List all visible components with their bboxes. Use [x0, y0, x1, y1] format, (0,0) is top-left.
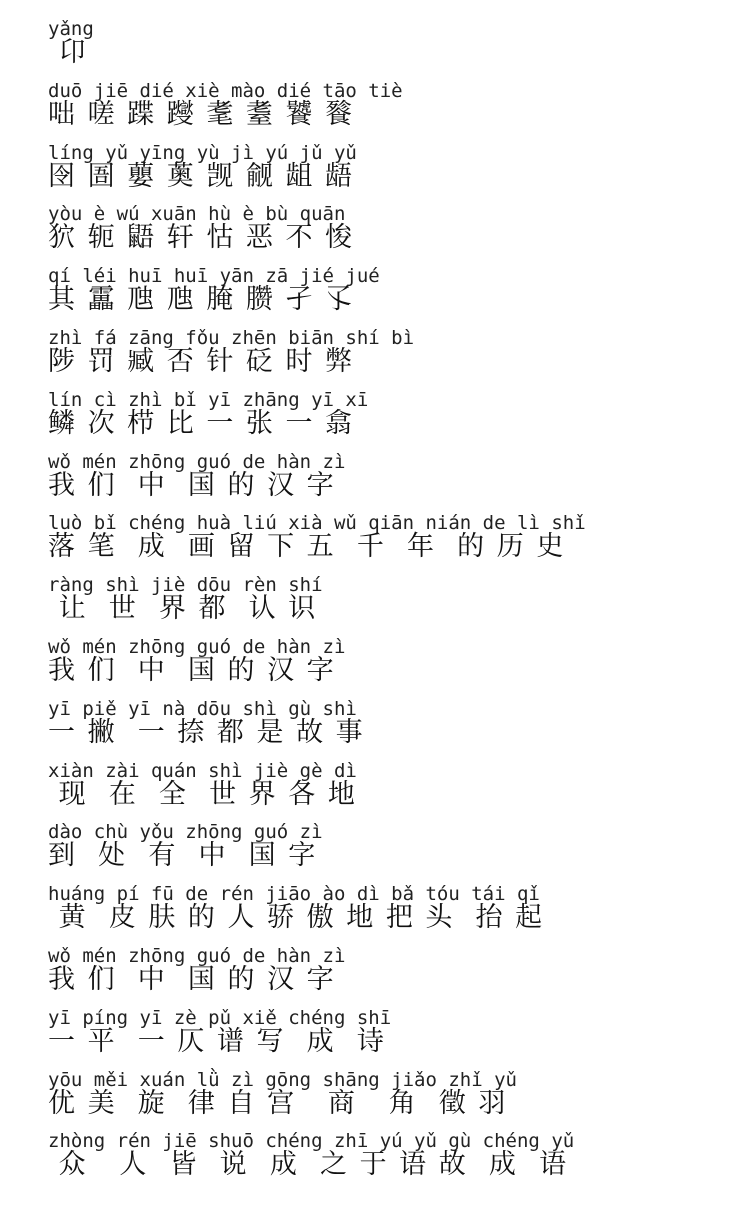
- hanzi-row: 囹 圄 蘡 薁 觊 觎 龃 龉: [48, 160, 355, 192]
- text-line-3: [48, 142, 728, 204]
- pinyin-row: xiàn zài quán shì jiè gè dì: [48, 759, 357, 782]
- hanzi-row: 一 撇 一 捺 都 是 故 事: [48, 716, 365, 748]
- pinyin-row: ràng shì jiè dōu rèn shí: [48, 574, 323, 597]
- hanzi-row: 落 笔 成 画 留 下 五 千 年 的 历 史: [48, 531, 566, 563]
- hanzi-row: 一 平 一 仄 谱 写 成 诗: [48, 1025, 386, 1057]
- text-line-4: [48, 203, 728, 265]
- hanzi-row: 其 靁 虺 虺 腌 臜 孑 孓: [48, 284, 355, 316]
- hanzi-row: 卬: [48, 37, 88, 68]
- hanzi-row: 众 人 皆 说 成 之 于 语 故 成 语: [48, 1149, 569, 1181]
- text-line-6: [48, 327, 728, 389]
- text-line-7: [48, 389, 728, 451]
- pinyin-row: qí léi huī huī yān zā jié jué: [48, 265, 380, 288]
- hanzi-row: 现 在 全 世 界 各 地: [48, 778, 357, 810]
- text-line-16: [48, 945, 728, 1007]
- pinyin-row: yòu è wú xuān hù è bù quān: [48, 203, 346, 226]
- hanzi-row: 我 们 中 国 的 汉 字: [48, 469, 336, 501]
- pinyin-row: zhì fá zāng fǒu zhēn biān shí bì: [48, 326, 415, 349]
- pinyin-row: luò bǐ chéng huà liú xià wǔ qiān nián de lì shǐ: [48, 512, 586, 535]
- pinyin-row: yǎng: [48, 18, 94, 40]
- text-line-10: [48, 574, 728, 636]
- text-line-8: [48, 451, 728, 513]
- hanzi-row: 黄 皮 肤 的 人 骄 傲 地 把 头 抬 起: [48, 902, 545, 934]
- hanzi-row: 我 们 中 国 的 汉 字: [48, 963, 336, 995]
- pinyin-row: lín cì zhì bǐ yī zhāng yī xī: [48, 388, 369, 411]
- hanzi-row: 让 世 界 都 认 识: [48, 593, 318, 625]
- text-line-14: [48, 821, 728, 883]
- text-line-15: [48, 883, 728, 945]
- hanzi-row: 优 美 旋 律 自 宫 商 角 徵 羽: [48, 1087, 508, 1119]
- pinyin-row: zhòng rén jiē shuō chéng zhī yú yǔ gù chéng yǔ: [48, 1130, 575, 1153]
- hanzi-row: 咄 嗟 蹀 躞 耄 耋 饕 餮: [48, 98, 355, 130]
- pinyin-row: yōu měi xuán lǜ zì gōng shāng jiǎo zhǐ yǔ: [48, 1068, 517, 1091]
- text-line-5: [48, 265, 728, 327]
- text-line-18: [48, 1069, 728, 1131]
- text-line-11: [48, 636, 728, 698]
- lyrics-document: [48, 18, 728, 1192]
- text-line-12: [48, 698, 728, 760]
- hanzi-row: 到 处 有 中 国 字: [48, 840, 318, 872]
- text-line-1: [48, 18, 728, 80]
- pinyin-row: wǒ mén zhōng guó de hàn zì: [48, 635, 346, 658]
- text-line-13: [48, 760, 728, 822]
- text-line-2: [48, 80, 728, 142]
- pinyin-row: yī piě yī nà dōu shì gù shì: [48, 697, 357, 720]
- pinyin-row: wǒ mén zhōng guó de hàn zì: [48, 450, 346, 473]
- text-line-19: [48, 1130, 728, 1192]
- hanzi-row: 狖 轭 鼯 轩 怙 恶 不 悛: [48, 222, 355, 254]
- pinyin-row: dào chù yǒu zhōng guó zì: [48, 821, 323, 844]
- pinyin-row: yī píng yī zè pǔ xiě chéng shī: [48, 1006, 392, 1029]
- text-line-9: [48, 512, 728, 574]
- pinyin-row: wǒ mén zhōng guó de hàn zì: [48, 944, 346, 967]
- pinyin-row: huáng pí fū de rén jiāo ào dì bǎ tóu tái qǐ: [48, 883, 540, 906]
- pinyin-row: líng yǔ yīng yù jì yú jǔ yǔ: [48, 141, 357, 164]
- text-line-17: [48, 1007, 728, 1069]
- pinyin-row: duō jiē dié xiè mào dié tāo tiè: [48, 79, 403, 102]
- hanzi-row: 陟 罚 臧 否 针 砭 时 弊: [48, 345, 355, 377]
- hanzi-row: 鳞 次 栉 比 一 张 一 翕: [48, 407, 355, 439]
- hanzi-row: 我 们 中 国 的 汉 字: [48, 654, 336, 686]
